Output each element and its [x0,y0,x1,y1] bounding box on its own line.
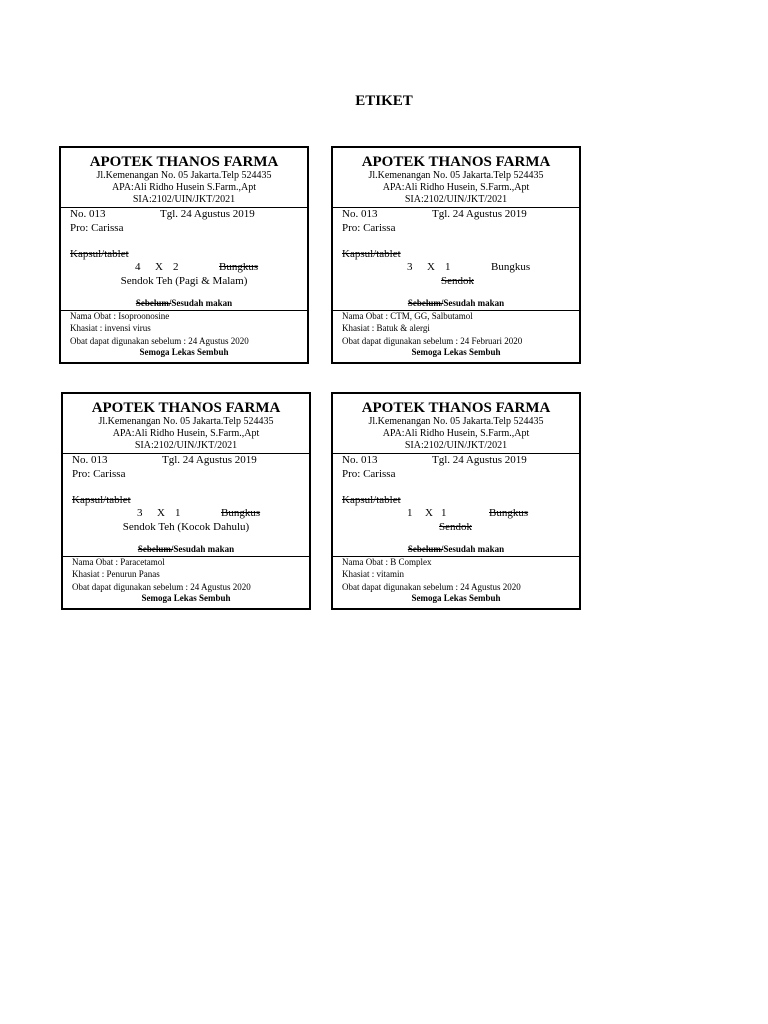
patient-name: Pro: Carissa [342,468,396,480]
dose-times-sign: X [427,261,435,273]
pharmacy-name: APOTEK THANOS FARMA [89,154,279,170]
dose-times-sign: X [157,507,165,519]
dosage-form: Kapsul/tablet [342,248,401,260]
dose-quantity: 1 [175,507,181,519]
dose-unit: Bungkus [219,261,259,273]
pharmacy-sia: SIA:2102/UIN/JKT/2021 [404,194,508,205]
dose-times-sign: X [155,261,163,273]
timing-after: Sesudah makan [171,298,233,308]
pharmacy-sia: SIA:2102/UIN/JKT/2021 [404,440,508,451]
timing-before: Sebelum/ [407,298,444,308]
etiket-label-2 [331,146,581,364]
dose-frequency: 3 [407,261,413,273]
drug-indication: Khasiat : vitamin [342,569,404,579]
pharmacist-apa: APA:Ali Ridho Husein, S.Farm.,Apt [382,428,530,439]
timing-instruction [63,545,309,554]
timing-instruction [61,299,307,308]
expiry-date: Obat dapat digunakan sebelum : 24 Agustus 2020 [342,582,521,592]
dose-spoon: Sendok [441,275,474,287]
drug-indication: Khasiat : Batuk & alergi [342,323,430,333]
prescription-number: No. 013 [342,208,378,220]
page-title: ETIKET [355,93,413,109]
dosage-form-text: Kapsul/tablet [342,494,401,506]
dose-spoon: Sendok [439,521,472,533]
pharmacy-address: Jl.Kemenangan No. 05 Jakarta.Telp 524435 [368,170,544,181]
timing-after: Sesudah makan [173,544,235,554]
timing-instruction [333,545,579,554]
timing-instruction [333,299,579,308]
pharmacist-apa: APA:Ali Ridho Husein, S.Farm.,Apt [382,182,530,193]
timing-after: Sesudah makan [443,298,505,308]
dose-unit: Bungkus [491,261,531,273]
dose-spoon: Sendok Teh (Kocok Dahulu) [122,521,250,533]
pharmacy-address: Jl.Kemenangan No. 05 Jakarta.Telp 524435 [96,170,272,181]
dose-quantity: 1 [441,507,447,519]
pharmacy-name: APOTEK THANOS FARMA [91,400,281,416]
prescription-number: No. 013 [342,454,378,466]
dose-frequency: 4 [135,261,141,273]
dose-times-sign: X [425,507,433,519]
get-well-message: Semoga Lekas Sembuh [411,347,501,357]
prescription-date: Tgl. 24 Agustus 2019 [432,454,527,466]
timing-after: Sesudah makan [443,544,505,554]
pharmacy-name: APOTEK THANOS FARMA [361,400,551,416]
dose-frequency: 1 [407,507,413,519]
etiket-label-3 [61,392,311,610]
patient-name: Pro: Carissa [70,222,124,234]
dosage-form: Kapsul/tablet [70,248,129,260]
timing-before: Sebelum/ [135,298,172,308]
prescription-number: No. 013 [70,208,106,220]
etiket-label-4 [331,392,581,610]
patient-name: Pro: Carissa [72,468,126,480]
timing-before: Sebelum/ [407,544,444,554]
etiket-label-1 [59,146,309,364]
dose-quantity: 1 [445,261,451,273]
drug-name: Nama Obat : B Complex [342,557,432,567]
pharmacy-name: APOTEK THANOS FARMA [361,154,551,170]
expiry-date: Obat dapat digunakan sebelum : 24 Agustus 2020 [70,336,249,346]
dosage-form [342,495,401,506]
dose-unit: Bungkus [489,507,529,519]
expiry-date: Obat dapat digunakan sebelum : 24 Agustus 2020 [72,582,251,592]
pharmacy-sia: SIA:2102/UIN/JKT/2021 [132,194,236,205]
prescription-date: Tgl. 24 Agustus 2019 [162,454,257,466]
pharmacy-address: Jl.Kemenangan No. 05 Jakarta.Telp 524435 [368,416,544,427]
timing-before: Sebelum/ [137,544,174,554]
dose-frequency: 3 [137,507,143,519]
pharmacy-sia: SIA:2102/UIN/JKT/2021 [134,440,238,451]
get-well-message: Semoga Lekas Sembuh [141,593,231,603]
prescription-number: No. 013 [72,454,108,466]
drug-indication: Khasiat : Penurun Panas [72,569,160,579]
get-well-message: Semoga Lekas Sembuh [139,347,229,357]
patient-name: Pro: Carissa [342,222,396,234]
drug-name: Nama Obat : Paracetamol [72,557,165,567]
pharmacist-apa: APA:Ali Ridho Husein S.Farm.,Apt [111,182,257,193]
prescription-date: Tgl. 24 Agustus 2019 [160,208,255,220]
expiry-date: Obat dapat digunakan sebelum : 24 Februari 2020 [342,336,523,346]
prescription-date: Tgl. 24 Agustus 2019 [432,208,527,220]
drug-name: Nama Obat : CTM, GG, Salbutamol [342,311,473,321]
drug-indication: Khasiat : invensi virus [70,323,151,333]
dose-quantity: 2 [173,261,179,273]
dose-spoon: Sendok Teh (Pagi & Malam) [120,275,248,287]
pharmacy-address: Jl.Kemenangan No. 05 Jakarta.Telp 524435 [98,416,274,427]
get-well-message: Semoga Lekas Sembuh [411,593,501,603]
drug-name: Nama Obat : Isoproonosine [70,311,170,321]
dose-unit: Bungkus [221,507,261,519]
pharmacist-apa: APA:Ali Ridho Husein, S.Farm.,Apt [112,428,260,439]
dosage-form: Kapsul/tablet [72,494,131,506]
